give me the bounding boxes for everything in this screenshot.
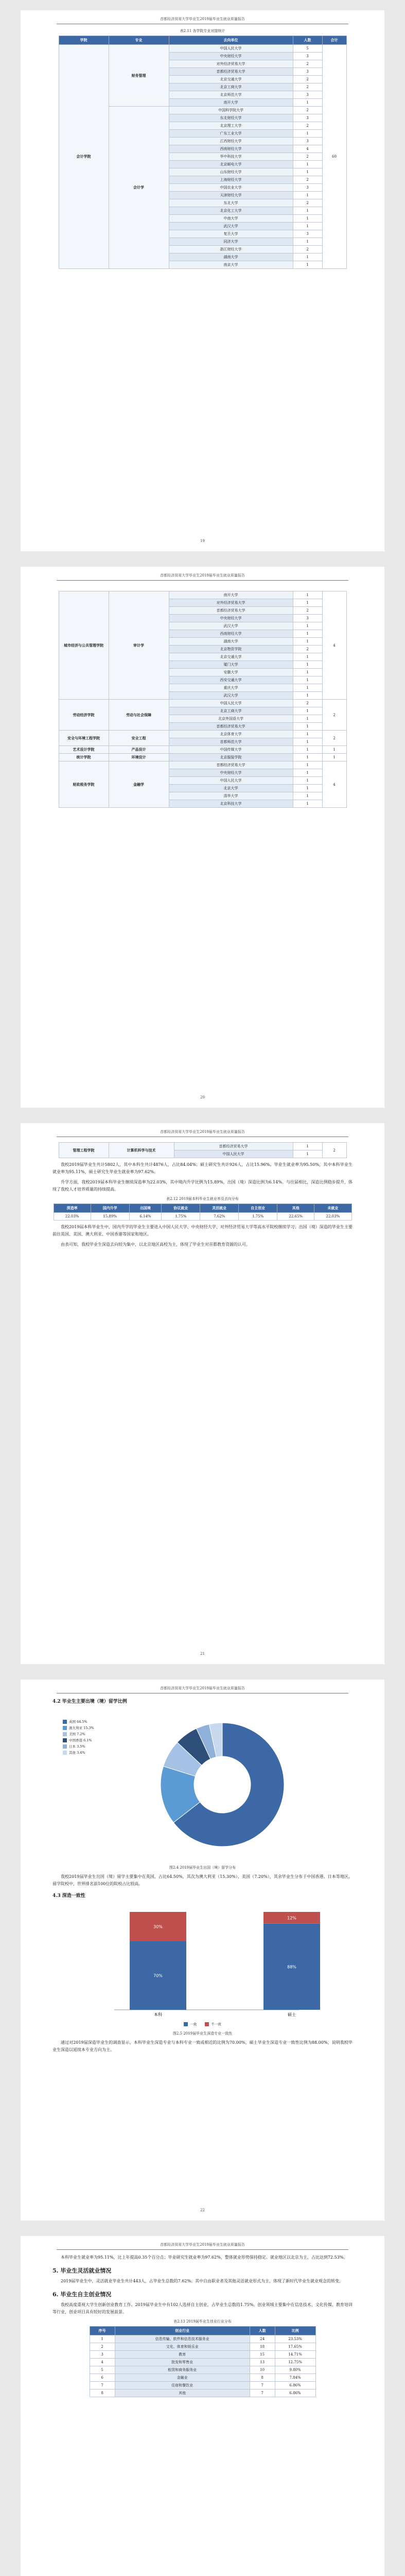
paragraph: 由表可知，我校毕业生深造去向较为集中，以北京地区高校为主，体现了毕业生对首都教育资源的认可。 [61, 1242, 250, 1247]
count-cell: 1 [293, 599, 322, 607]
table-cell: 9.80% [275, 2366, 315, 2374]
unit-cell: 北京邮电大学 [169, 161, 293, 168]
count-cell: 1 [293, 261, 322, 269]
count-cell: 2 [293, 246, 322, 253]
major-destination-table [59, 36, 347, 269]
table-cell: 14.71% [275, 2351, 315, 2359]
col-count: 人数 [293, 36, 322, 45]
unit-cell: 北京物资学院 [169, 646, 293, 653]
count-cell: 3 [293, 138, 322, 145]
rate-cell: 22.03% [54, 1213, 91, 1221]
total-cell: 60 [322, 45, 346, 269]
college-cell: 劳动经济学院 [59, 700, 109, 731]
count-cell: 1 [293, 761, 322, 769]
count-cell: 1 [293, 738, 322, 746]
table-cell: 7.84% [275, 2374, 315, 2382]
section-heading: 5. 毕业生灵活就业情况 [52, 2267, 112, 2274]
table-cell: 租赁和商务服务业 [115, 2366, 250, 2374]
column-header: 深造率 [54, 1204, 91, 1213]
legend-label: 美国 7.2% [69, 1732, 85, 1736]
rate-cell: 1.75% [239, 1213, 277, 1221]
col-major: 专业 [109, 36, 169, 45]
count-cell: 2 [293, 122, 322, 130]
column-header: 自主创业 [239, 1204, 277, 1213]
count-cell: 2 [293, 199, 322, 207]
page-number: 21 [200, 1652, 205, 1656]
count-cell: 1 [293, 715, 322, 723]
column-header: 比例 [275, 2327, 315, 2335]
count-cell: 1 [293, 707, 322, 715]
unit-cell: 西安交通大学 [169, 676, 293, 684]
count-cell: 4 [293, 145, 322, 153]
total-cell: 4 [322, 761, 346, 808]
unit-cell: 复旦大学 [169, 230, 293, 238]
count-cell: 2 [293, 700, 322, 707]
unit-cell: 广东工业大学 [169, 130, 293, 138]
unit-cell: 北京服装学院 [169, 754, 293, 761]
column-header: 出国境 [129, 1204, 162, 1213]
unit-cell: 北京理工大学 [169, 122, 293, 130]
unit-cell: 首都经济贸易大学 [174, 1143, 293, 1150]
category-label: 本科 [154, 2012, 162, 2017]
unit-cell: 山东财经大学 [169, 168, 293, 176]
unit-cell: 北京大学 [169, 785, 293, 792]
major-destination-table-continued [59, 591, 347, 808]
rate-cell: 7.62% [200, 1213, 239, 1221]
count-cell: 1 [293, 591, 322, 599]
college-cell: 管理工程学院 [59, 1143, 109, 1158]
count-cell: 3 [293, 184, 322, 192]
unit-cell: 中国农业大学 [169, 184, 293, 192]
unit-cell: 北京科技大学 [169, 800, 293, 808]
legend-label: 澳大利亚 15.3% [69, 1726, 94, 1730]
paragraph: 升学方面，我校2019届本科毕业生继续深造率为22.03%，其中境内升学比例为15.89%，出国（境）深造比例为6.14%。与往届相比，深造比例稳步提升，体现了我校人才培养质量的持续提高。 [52, 1180, 353, 1192]
col-college: 学院 [59, 36, 109, 45]
unit-cell: 天津财经大学 [169, 192, 293, 199]
page-number: 19 [200, 539, 205, 543]
college-cell: 安全与环境工程学院 [59, 731, 109, 746]
count-cell: 1 [293, 792, 322, 800]
table-cell: 17.65% [275, 2343, 315, 2351]
section-heading: 4.2 毕业生主要出境（境）留学比例 [52, 1699, 127, 1704]
college-cell: 财政税务学院 [59, 761, 109, 808]
section-heading: 6. 毕业生自主创业情况 [52, 2291, 112, 2298]
table-cell: 13 [250, 2359, 275, 2366]
count-cell: 1 [293, 238, 322, 246]
legend-item-consistent: 一致 [184, 2022, 197, 2026]
unit-cell: 同济大学 [169, 238, 293, 246]
count-cell: 1 [293, 723, 322, 731]
count-cell: 1 [293, 661, 322, 669]
page-header: 首都经济贸易大学毕业生2019届毕业生就业质量报告 [57, 567, 348, 581]
count-cell: 1 [293, 1143, 322, 1150]
bar-chart-area [52, 1902, 353, 2020]
count-cell: 1 [293, 800, 322, 808]
table-cell: 8 [90, 2389, 115, 2397]
count-cell: 1 [293, 630, 322, 638]
count-cell: 1 [293, 777, 322, 785]
unit-cell: 湖南大学 [169, 638, 293, 646]
rate-cell: 6.14% [129, 1213, 162, 1221]
count-cell: 3 [293, 68, 322, 76]
count-cell: 2 [293, 646, 322, 653]
unit-cell: 武汉大学 [169, 692, 293, 700]
table-cell: 6.86% [275, 2382, 315, 2389]
count-cell: 1 [293, 622, 322, 630]
paragraph: 通过对2019届深造毕业生的调查显示，本科毕业生深造专业与本科专业一致或相近的比例为70.00%，硕士毕业生深造专业一致性比例为88.00%，说明我校毕业生深造以延续本专业方向为主。 [52, 2040, 353, 2052]
major-cell: 安全工程 [109, 731, 169, 746]
count-cell: 1 [293, 785, 322, 792]
unit-cell: 西南财经大学 [169, 630, 293, 638]
report-page-5 [21, 2236, 384, 2576]
unit-cell: 南京大学 [169, 261, 293, 269]
bar-value-label: 88% [287, 1964, 296, 1970]
count-cell: 1 [293, 653, 322, 661]
table-cell: 批发和零售业 [115, 2359, 250, 2366]
count-cell: 2 [293, 83, 322, 91]
table-row [59, 746, 346, 754]
report-page-3 [21, 1123, 384, 1664]
page-number: 20 [200, 1095, 205, 1099]
table-cell: 6.86% [275, 2389, 315, 2397]
major-cell: 会计学 [109, 107, 169, 269]
count-cell: 3 [293, 230, 322, 238]
legend-item-inconsistent: 不一致 [205, 2022, 221, 2026]
count-cell: 1 [293, 684, 322, 692]
table-row [59, 700, 346, 707]
figure-caption: 图2.4 2019届毕业生出国（境）留学分布 [169, 1866, 236, 1870]
unit-cell: 对外经济贸易大学 [169, 599, 293, 607]
table-cell: 8 [250, 2374, 275, 2382]
unit-cell: 中国科学院大学 [169, 107, 293, 114]
college-cell: 统计学院 [59, 754, 109, 761]
unit-cell: 南开大学 [169, 99, 293, 107]
paragraph: 我校高度重视大学生创新创业教育工作。2019届毕业生中有102人选择自主创业，占毕业生总数的1.75%。创业领域主要集中在信息技术、文化传媒、教育培训等行业，创业项目具有较好的发展前景。 [52, 2302, 353, 2314]
unit-cell: 武汉大学 [169, 223, 293, 230]
unit-cell: 中国人民大学 [169, 777, 293, 785]
table-cell: 其他 [115, 2389, 250, 2397]
table-row [90, 2374, 315, 2382]
rate-cell: 1.75% [162, 1213, 200, 1221]
table-row [59, 731, 346, 738]
rate-cell: 15.89% [91, 1213, 129, 1221]
unit-cell: 中国传媒大学 [169, 746, 293, 754]
unit-cell: 湖南大学 [169, 253, 293, 261]
page-header: 首都经济贸易大学毕业生2019届毕业生就业质量报告 [57, 2236, 348, 2250]
count-cell: 1 [293, 168, 322, 176]
unit-cell: 中央财经大学 [169, 53, 293, 60]
table-row [90, 2335, 315, 2343]
count-cell: 3 [293, 91, 322, 99]
count-cell: 1 [293, 1150, 322, 1158]
college-cell: 会计学院 [59, 45, 109, 269]
table-cell: 信息传输、软件和信息技术服务业 [115, 2335, 250, 2343]
table-row [90, 2351, 315, 2359]
column-header: 创业行业 [115, 2327, 250, 2335]
unit-cell: 首都经济贸易大学 [169, 68, 293, 76]
count-cell: 1 [293, 731, 322, 738]
table-cell: 10 [250, 2366, 275, 2374]
unit-cell: 清华大学 [169, 792, 293, 800]
table-cell: 7 [250, 2382, 275, 2389]
table-cell: 24 [250, 2335, 275, 2343]
table-cell: 文化、体育和娱乐业 [115, 2343, 250, 2351]
column-header: 其他 [277, 1204, 314, 1213]
total-cell: 2 [322, 700, 346, 731]
count-cell: 1 [293, 192, 322, 199]
report-page-1 [21, 10, 384, 551]
unit-cell: 中央财经大学 [169, 769, 293, 777]
column-header: 未就业 [314, 1204, 351, 1213]
table-row [90, 2382, 315, 2389]
unit-cell: 北京外国语大学 [169, 715, 293, 723]
unit-cell: 西南财经大学 [169, 145, 293, 153]
count-cell: 1 [293, 223, 322, 230]
count-cell: 3 [293, 615, 322, 622]
table-cell: 15 [250, 2351, 275, 2359]
section-heading: 4.3 深造一致性 [52, 1893, 85, 1899]
table-cell: 6 [90, 2374, 115, 2382]
count-cell: 1 [293, 669, 322, 676]
unit-cell: 北京工商大学 [169, 83, 293, 91]
bar-value-label: 12% [287, 1916, 296, 1921]
table-caption: 表2.12 2019届本科毕业生就业率及去向分布 [166, 1197, 239, 1201]
table-row [59, 754, 346, 761]
report-page-2 [21, 567, 384, 1108]
count-cell: 5 [293, 45, 322, 53]
col-total: 合计 [322, 36, 346, 45]
count-cell: 1 [293, 754, 322, 761]
count-cell: 2 [293, 176, 322, 184]
count-cell: 1 [293, 769, 322, 777]
unit-cell: 浙江财经大学 [169, 246, 293, 253]
total-cell: 4 [322, 591, 346, 700]
table-cell: 7 [90, 2382, 115, 2389]
paragraph: 我校2019届本科毕业生中，国内升学的毕业生主要进入中国人民大学、中央财经大学、对外经济贸易大学等高水平院校继续学习；出国（境）深造的毕业生主要前往英国、美国、澳大利亚、中国香港等国家和地区。 [52, 1225, 353, 1236]
count-cell: 3 [293, 53, 322, 60]
count-cell: 1 [293, 99, 322, 107]
count-cell: 1 [293, 692, 322, 700]
paragraph: 我校2019届毕业生出国（境）留学主要集中在英国，占比64.50%，其次为澳大利亚（15.30%）、美国（7.20%），其余毕业生分布于中国香港、日本等地区。留学院校中，世界排名前100位的院校占比较高。 [52, 1874, 353, 1886]
unit-cell: 上海财经大学 [169, 176, 293, 184]
table-caption: 表2.11 各学院专业对接统计 [180, 29, 225, 33]
count-cell: 2 [293, 153, 322, 161]
unit-cell: 重庆大学 [169, 684, 293, 692]
table-row [59, 45, 346, 53]
unit-cell: 首都经济贸易大学 [169, 607, 293, 615]
table-cell: 4 [90, 2359, 115, 2366]
unit-cell: 北京化工大学 [169, 207, 293, 215]
paragraph: 2019届毕业生中，灵活就业毕业生共计443人，占毕业生总数的7.62%。其中自由职业者及其他灵活就业形式为主，体现了新时代毕业生就业观念的转变。 [61, 2279, 344, 2283]
count-cell: 2 [293, 107, 322, 114]
table-cell: 7 [250, 2389, 275, 2397]
page-header: 首都经济贸易大学毕业生2019届毕业生就业质量报告 [57, 10, 348, 24]
bar-value-label: 30% [153, 1924, 163, 1929]
count-cell: 2 [293, 76, 322, 83]
paragraph: 本科毕业生就业率为95.11%，比上年提高0.35个百分点；毕业研究生就业率为97.62%，整体就业形势保持稳定。就业地区以北京为主，占比达到72.53%。 [61, 2255, 348, 2260]
category-label: 硕士 [288, 2012, 296, 2017]
major-cell: 劳动与社会保障 [109, 700, 169, 731]
pie-chart-area [52, 1707, 353, 1862]
count-cell: 2 [293, 60, 322, 68]
unit-cell: 首都经济贸易大学 [169, 761, 293, 769]
report-page-4 [21, 1680, 384, 2221]
total-cell: 1 [322, 746, 346, 754]
stacked-bar-chart [52, 1902, 353, 2020]
table-row [90, 2366, 315, 2374]
count-cell: 1 [293, 130, 322, 138]
table-cell: 2 [90, 2343, 115, 2351]
total-cell: 2 [322, 1143, 346, 1158]
count-cell: 1 [293, 207, 322, 215]
unit-cell: 北京交通大学 [169, 76, 293, 83]
page-number: 22 [200, 2208, 205, 2212]
table-row [90, 2359, 315, 2366]
college-cell: 城市经济与公共管理学院 [59, 591, 109, 700]
unit-cell: 北京工商大学 [169, 707, 293, 715]
column-header: 国内升学 [91, 1204, 129, 1213]
major-cell: 财务管理 [109, 45, 169, 107]
unit-cell: 厦门大学 [169, 661, 293, 669]
table-caption: 表2.13 2019届毕业生创业行业分布 [173, 2319, 232, 2324]
unit-cell: 中央财经大学 [169, 615, 293, 622]
legend-label: 其他 3.4% [69, 1751, 85, 1755]
unit-cell: 北京师范大学 [169, 91, 293, 99]
unit-cell: 对外经济贸易大学 [169, 60, 293, 68]
major-cell: 产品设计 [109, 746, 169, 754]
page-header: 首都经济贸易大学毕业生2019届毕业生就业质量报告 [57, 1680, 348, 1693]
table-cell: 教育 [115, 2351, 250, 2359]
count-cell: 1 [293, 746, 322, 754]
unit-cell: 华中科技大学 [169, 153, 293, 161]
unit-cell: 中国人民大学 [169, 45, 293, 53]
table-row [90, 2343, 315, 2351]
table-row [90, 2389, 315, 2397]
employment-rate-table [54, 1204, 352, 1221]
unit-cell: 南开大学 [169, 591, 293, 599]
unit-cell: 北京体育大学 [169, 731, 293, 738]
figure-caption: 图2.5 2019届毕业生深造专业一致性 [172, 2031, 233, 2036]
unit-cell: 武汉大学 [169, 622, 293, 630]
count-cell: 1 [293, 161, 322, 168]
unit-cell: 首都师范大学 [169, 738, 293, 746]
rate-cell: 22.03% [314, 1213, 351, 1221]
table-cell: 18 [250, 2343, 275, 2351]
page-header: 首都经济贸易大学毕业生2019届毕业生就业质量报告 [57, 1123, 348, 1137]
count-cell: 2 [293, 607, 322, 615]
count-cell: 1 [293, 215, 322, 223]
bar-value-label: 70% [153, 1973, 163, 1978]
total-cell: 1 [322, 754, 346, 761]
table-cell: 23.53% [275, 2335, 315, 2343]
college-cell: 艺术设计学院 [59, 746, 109, 754]
rate-cell: 22.65% [277, 1213, 314, 1221]
column-header: 灵活就业 [200, 1204, 239, 1213]
table-cell: 5 [90, 2366, 115, 2374]
unit-cell: 中国人民大学 [174, 1150, 293, 1158]
table-cell: 12.75% [275, 2359, 315, 2366]
major-cell: 金融学 [109, 761, 169, 808]
unit-cell: 安徽大学 [169, 669, 293, 676]
major-cell: 环境设计 [109, 754, 169, 761]
unit-cell: 北京交通大学 [169, 653, 293, 661]
table-cell: 金融业 [115, 2374, 250, 2382]
count-cell: 1 [293, 253, 322, 261]
unit-cell: 东北财经大学 [169, 114, 293, 122]
table-row [59, 761, 346, 769]
table-cell: 住宿和餐饮业 [115, 2382, 250, 2389]
unit-cell: 中国人民大学 [169, 700, 293, 707]
column-header: 序号 [90, 2327, 115, 2335]
legend-label: 日本 3.5% [69, 1744, 85, 1749]
total-cell: 2 [322, 731, 346, 746]
legend-label: 中国香港 6.1% [69, 1738, 92, 1742]
unit-cell: 江西财经大学 [169, 138, 293, 145]
major-cell: 审计学 [109, 591, 169, 700]
pie-chart [52, 1707, 353, 1862]
unit-cell: 中南大学 [169, 215, 293, 223]
column-header: 人数 [250, 2327, 275, 2335]
column-header: 协议就业 [162, 1204, 200, 1213]
table-row [59, 591, 346, 599]
table-cell: 1 [90, 2335, 115, 2343]
major-cell: 计算机科学与技术 [109, 1143, 174, 1158]
unit-cell: 首都经济贸易大学 [169, 723, 293, 731]
startup-industry-table [90, 2326, 316, 2397]
legend-label: 英国 64.5% [69, 1720, 87, 1724]
count-cell: 1 [293, 676, 322, 684]
bar-legend [21, 2020, 384, 2028]
count-cell: 3 [293, 114, 322, 122]
mini-table [59, 1142, 347, 1158]
col-unit: 去向单位 [169, 36, 293, 45]
unit-cell: 东北大学 [169, 199, 293, 207]
table-cell: 3 [90, 2351, 115, 2359]
paragraph: 我校2019届毕业生共计5802人，其中本科生共计4876人，占比84.04%；硕士研究生共计926人，占比15.96%。毕业生就业率为95.50%，其中本科毕业生就业率为95.11%，硕士研究生毕业生就业率为97.62%。 [52, 1162, 353, 1174]
count-cell: 1 [293, 638, 322, 646]
